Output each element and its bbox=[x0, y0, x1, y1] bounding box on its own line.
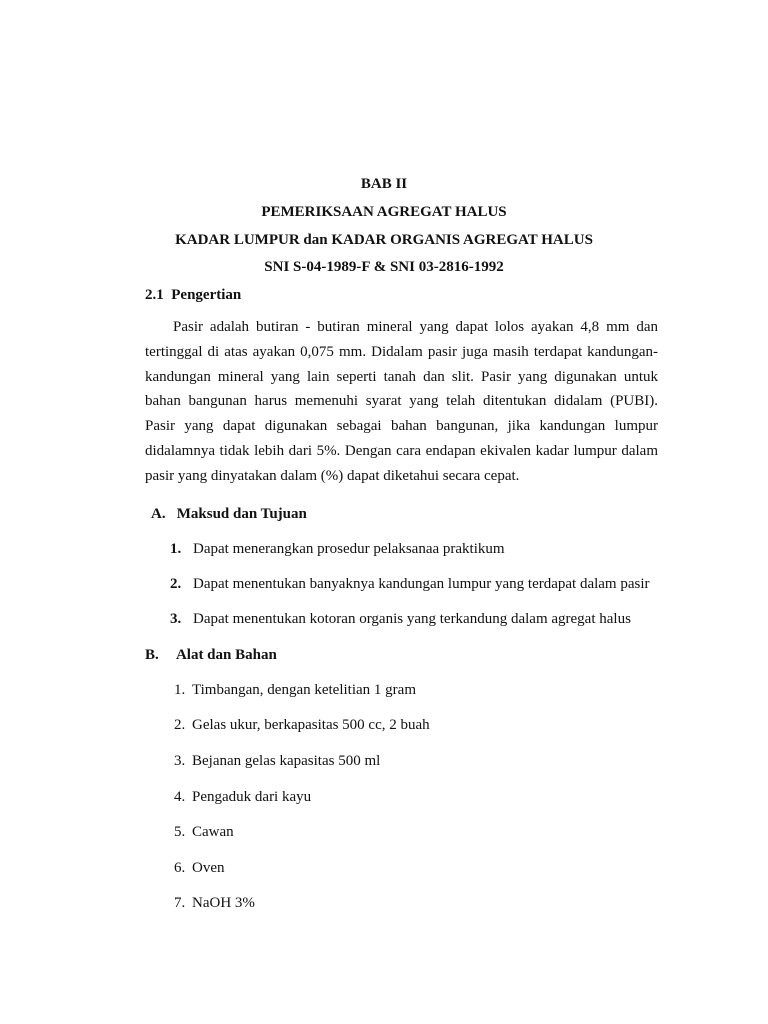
standard-reference bbox=[0, 258, 768, 276]
list-number: 7. bbox=[174, 895, 186, 911]
list-number: 2. bbox=[174, 717, 186, 733]
list-text: Dapat menerangkan prosedur pelaksanaa praktikum bbox=[193, 541, 505, 557]
list-number: 4. bbox=[174, 789, 186, 805]
subtitle-part1: KADAR LUMPUR bbox=[175, 232, 300, 248]
subtitle-part2: KADAR ORGANIS AGREGAT HALUS bbox=[331, 232, 593, 248]
paragraph-line: Pasir adalah butiran - butiran mineral yang dapat lolos ayakan 4,8 mm dan bbox=[173, 319, 658, 335]
list-number: 3. bbox=[170, 611, 182, 627]
paragraph-line: bahan bangunan harus memenuhi syarat yang telah ditentukan didalam (PUBI). bbox=[145, 393, 658, 410]
list-text: Pengaduk dari kayu bbox=[192, 789, 312, 805]
document-subtitle bbox=[0, 231, 768, 249]
subtitle-conjunction: dan bbox=[303, 232, 328, 248]
list-text: Dapat menentukan banyaknya kandungan lumpur yang terdapat dalam pasir bbox=[193, 576, 650, 592]
standard-text: SNI S-04-1989-F & SNI 03-2816-1992 bbox=[264, 259, 504, 275]
section-number: 2.1 bbox=[145, 287, 164, 303]
list-text: Timbangan, dengan ketelitian 1 gram bbox=[192, 682, 416, 698]
list-number: 5. bbox=[174, 824, 186, 840]
title-text: PEMERIKSAAN AGREGAT HALUS bbox=[261, 204, 507, 220]
paragraph-line: kandungan mineral yang lain seperti tanah dan slit. Pasir yang digunakan untuk bbox=[145, 368, 658, 385]
section-letter: A. bbox=[151, 506, 166, 522]
document-title bbox=[0, 203, 768, 221]
list-number: 6. bbox=[174, 860, 186, 876]
paragraph-line: tertinggal di atas ayakan 0,075 mm. Didalam pasir juga masih terdapat kandungan- bbox=[145, 343, 658, 360]
paragraph-line: Pasir yang dapat digunakan sebagai bahan bangunan, jika kandungan lumpur bbox=[145, 418, 658, 435]
list-text: Oven bbox=[192, 860, 225, 876]
list-number: 1. bbox=[170, 541, 182, 557]
paragraph-line: didalamnya tidak lebih dari 5%. Dengan cara endapan ekivalen kadar lumpur dalam bbox=[145, 442, 658, 459]
section-heading-pengertian bbox=[145, 286, 241, 304]
list-number: 2. bbox=[170, 576, 182, 592]
list-text: NaOH 3% bbox=[192, 895, 255, 911]
paragraph-line: pasir yang dinyatakan dalam (%) dapat diketahui secara cepat. bbox=[145, 467, 520, 484]
list-text: Dapat menentukan kotoran organis yang terkandung dalam agregat halus bbox=[193, 611, 631, 627]
section-title: Pengertian bbox=[171, 287, 242, 303]
pengertian-paragraph bbox=[145, 315, 658, 489]
list-text: Gelas ukur, berkapasitas 500 cc, 2 buah bbox=[192, 717, 430, 733]
section-title: Maksud dan Tujuan bbox=[176, 506, 307, 522]
list-text: Cawan bbox=[192, 824, 234, 840]
section-heading-alat bbox=[145, 646, 277, 664]
chapter-label: BAB II bbox=[360, 176, 408, 192]
section-heading-maksud bbox=[151, 505, 307, 523]
chapter-heading bbox=[0, 175, 768, 193]
list-number: 1. bbox=[174, 682, 186, 698]
section-title: Alat dan Bahan bbox=[175, 647, 277, 663]
list-text: Bejanan gelas kapasitas 500 ml bbox=[192, 753, 381, 769]
section-letter: B. bbox=[145, 647, 159, 663]
list-number: 3. bbox=[174, 753, 186, 769]
